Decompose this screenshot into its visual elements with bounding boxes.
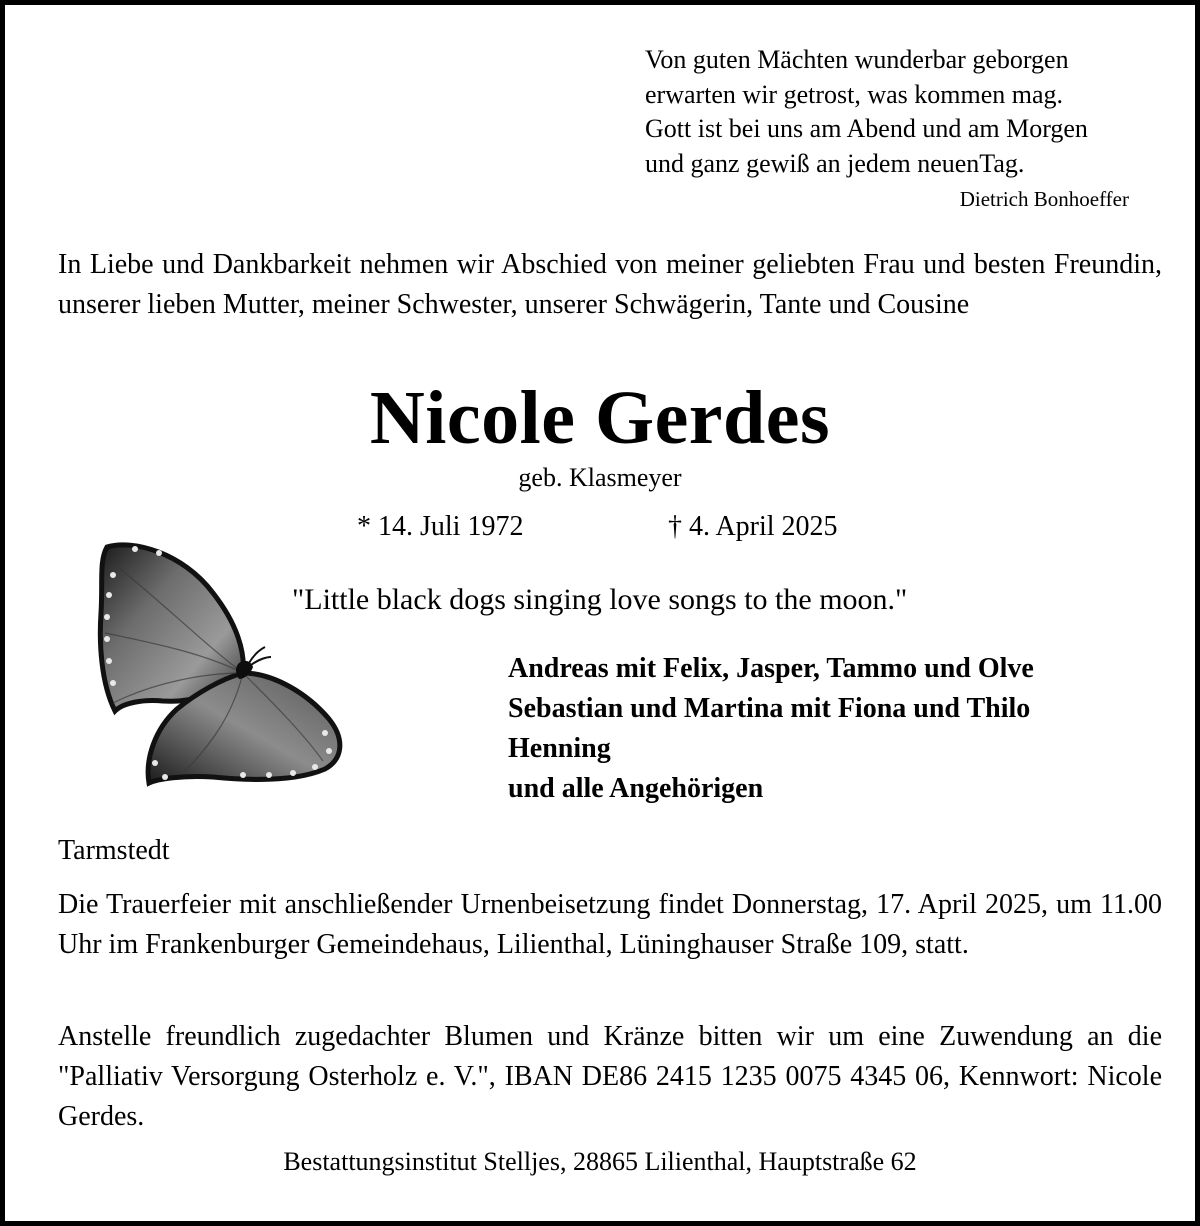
death-date: † 4. April 2025 [668,511,838,542]
mourners-list [508,649,1034,809]
poem-line: Gott ist bei uns am Abend und am Morgen [645,114,1088,143]
poem-line: erwarten wir getrost, was kommen mag. [645,79,1064,109]
donation-text: Anstelle freundlich zugedachter Blumen und Kränze bitten wir um eine Zuwendung an die "Palliativ Versorgung Osterholz e. V.", IBAN DE86 2415 1235 0075 4345 06, Kennwort: Nicole Gerdes. [58,1021,1162,1132]
poem-line: und ganz gewiß an jedem neuenTag. [645,148,1025,178]
undertaker-address: Bestattungsinstitut Stelljes, 28865 Lilienthal, Hauptstraße 62 [283,1147,917,1176]
poem [645,43,1088,181]
quote: "Little black dogs singing love songs to the moon." [292,583,908,616]
mourner-line: und alle Angehörigen [508,773,764,804]
intro-text: In Liebe und Dankbarkeit nehmen wir Abschied von meiner geliebten Frau und besten Freundin, unserer lieben Mutter, meiner Schwester, unserer Schwägerin, Tante und Cousine [58,249,1162,320]
butterfly-image [93,533,353,795]
poem-author: Dietrich Bonhoeffer [959,187,1129,211]
mourner-line: Andreas mit Felix, Jasper, Tammo und Olve [508,653,1034,684]
mourner-line: Sebastian und Martina mit Fiona und Thilo [508,693,1031,724]
place: Tarmstedt [58,835,170,866]
maiden-name: geb. Klasmeyer [518,463,682,492]
poem-line: Von guten Mächten wunderbar geborgen [645,45,1069,74]
birth-date: * 14. Juli 1972 [357,511,524,542]
ceremony-text: Die Trauerfeier mit anschließender Urnenbeisetzung findet Donnerstag, 17. April 2025, um 11.00 Uhr im Frankenburger Gemeindehaus, Lilienthal, Lüninghauser Straße 109, statt. [58,889,1162,960]
deceased-name: Nicole Gerdes [369,376,831,460]
mourner-line: Henning [508,733,611,764]
